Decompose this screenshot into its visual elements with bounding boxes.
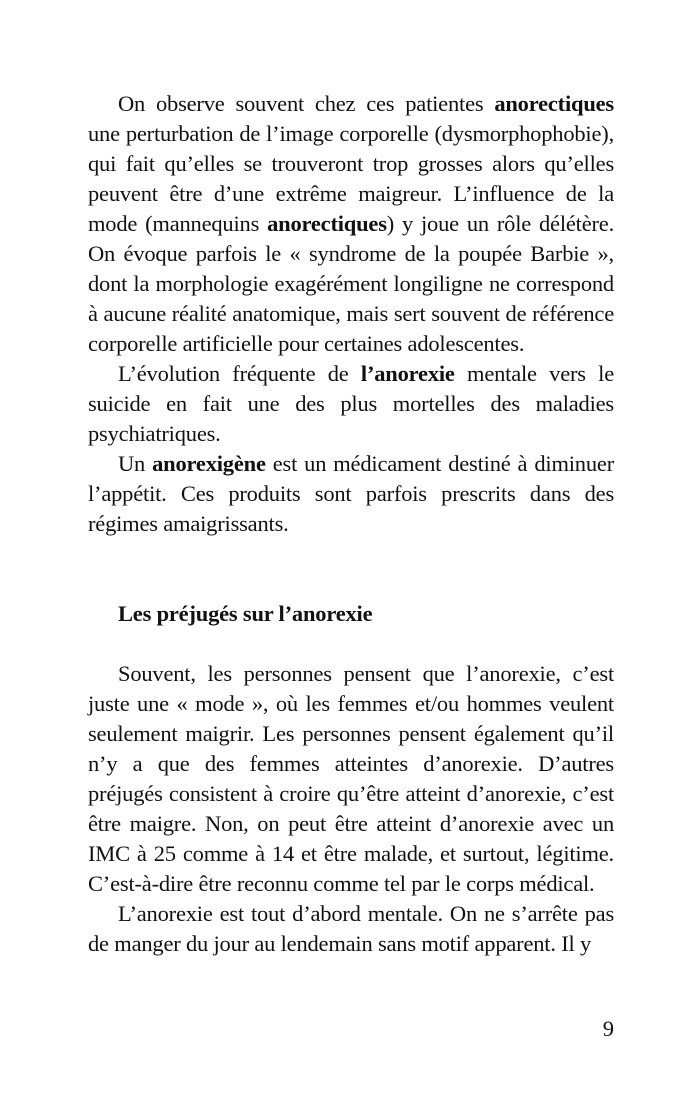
text-span: L’anorexie est tout d’abord mentale. On ne s’arrête pas de manger du jour au lendemain sans motif apparent. Il y (88, 901, 614, 956)
page-number: 9 (602, 1016, 614, 1041)
bold-term: l’anorexie (360, 361, 455, 386)
text-span: L’évolution fréquente de (118, 361, 361, 386)
section-heading: Les préjugés sur l’anorexie (118, 601, 373, 626)
text-span: Souvent, les personnes pensent que l’anorexie, c’est juste une « mode », où les femmes et/ou hommes veulent seulement maigrir. Les personnes pensent également qu’il n’y a que des femmes atteintes d’anorexie. D’autres préjugés consistent à croire qu’être atteint d’anorexie, c’est être maigre. Non, on peut être atteint d’anorexie avec un IMC à 25 comme à 14 et être malade, et surtout, légitime. C’est-à-dire être reconnu comme tel par le corps médical. (88, 661, 614, 896)
spacer (88, 629, 614, 659)
prejudice-paragraphs (88, 659, 614, 959)
text-span: une perturbation de l’image corporelle (dysmorphophobie), qui fait qu’elles se trouveront trop grosses alors qu’elles peuvent être d’une extrême maigreur. L’influence de la mode (mannequins (88, 121, 614, 236)
paragraph-evolution (88, 359, 614, 449)
bold-term: anorexigène (152, 451, 266, 476)
spacer (88, 539, 614, 599)
bold-term: anorectiques (267, 211, 387, 236)
text-span: ) y joue un rôle délétère. On évoque parfois le « syndrome de la poupée Barbie », dont la morphologie exagérément longiligne ne correspond à aucune réalité anatomique, mais sert souvent de référence corporelle artificielle pour certaines adolescentes. (88, 211, 615, 356)
bold-term: anorectiques (494, 91, 614, 116)
text-span: On observe souvent chez ces patientes (118, 91, 495, 116)
text-span: Un (118, 451, 153, 476)
paragraph-prejuges (88, 659, 614, 899)
text-span: est un médicament destiné à diminuer l’appétit. Ces produits sont parfois prescrits dans des régimes amaigrissants. (88, 451, 614, 536)
intro-paragraphs (88, 89, 614, 539)
paragraph-mentale (88, 899, 614, 959)
page-body (88, 89, 614, 959)
paragraph-anorectiques (88, 89, 614, 359)
paragraph-anorexigene (88, 449, 614, 539)
text-span: mentale vers le suicide en fait une des plus mortelles des maladies psychiatriques. (88, 361, 614, 446)
